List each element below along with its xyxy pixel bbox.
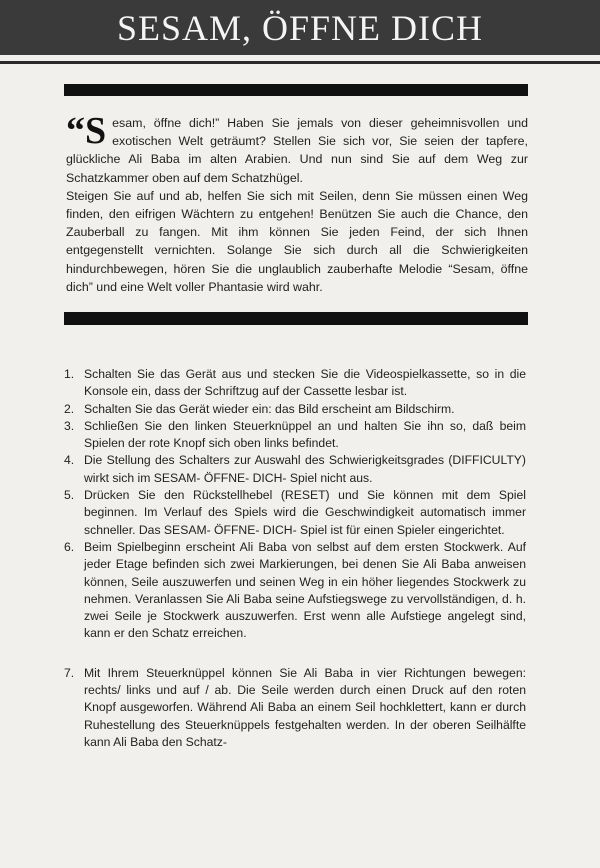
step-text: Beim Spielbeginn erscheint Ali Baba von selbst auf dem ersten Stockwerk. Auf jeder Etage befinden sich zwei Markierungen, bei denen Sie Ali Baba anweisen können, Seile auszuwerfen und seinen Weg in ein höher liegendes Stockwerk zu nehmen. Veranlassen Sie Ali Baba seine Aufstiegswege zu vervollständigen, d. h. zwei Seile je Stockwerk auszuwerfen. Erst wenn alle Aufstiege angelegt sind, kann er den Schatz erreichen. bbox=[84, 539, 526, 641]
step-text: Die Stellung des Schalters zur Auswahl des Schwierigkeitsgrades (DIFFICULTY) wirkt sich im SESAM- ÖFFNE- DICH- Spiel nicht aus. bbox=[84, 453, 526, 485]
page-header bbox=[0, 0, 600, 55]
step-number: 1. bbox=[64, 367, 75, 381]
drop-cap: “S bbox=[66, 110, 107, 152]
list-item bbox=[64, 452, 526, 487]
intro-paragraph-2: Steigen Sie auf und ab, helfen Sie sich mit Seilen, denn Sie müssen einen Weg finden, den eifrigen Wächtern zu entgehen! Benützen Sie auch die Chance, den Zauberball zu fangen. Mit ihm können Sie jeden Feind, der sich Ihnen entgegenstellt vernichten. Solange Sie sich durch all die Schwierigkeiten hindurchbewegen, hören Sie die unglaublich zauberhafte Melodie “Sesam, öffne dich” und eine Welt voller Phantasie wird wahr. bbox=[66, 188, 528, 294]
step-number: 3. bbox=[64, 418, 75, 433]
header-rule bbox=[0, 61, 600, 64]
list-item bbox=[64, 401, 526, 418]
step-number: 2. bbox=[64, 401, 75, 416]
instructions-list bbox=[64, 366, 526, 751]
divider-bar-middle bbox=[64, 312, 528, 325]
divider-bar-top bbox=[64, 84, 528, 96]
step-number: 7. bbox=[64, 665, 75, 680]
list-item bbox=[64, 665, 526, 751]
step-number: 6. bbox=[64, 539, 75, 554]
list-item bbox=[64, 539, 526, 643]
step-text: Schalten Sie das Gerät wieder ein: das Bild erscheint am Bildschirm. bbox=[84, 401, 455, 416]
step-number: 5. bbox=[64, 488, 75, 503]
step-text: Drücken Sie den Rückstellhebel (RESET) und Sie können mit dem Spiel beginnen. Im Verlauf des Spiels wird die Geschwindigkeit automatisch immer schneller. Das SESAM- ÖFFNE- DICH- Spiel ist für einen Spieler eingerichtet. bbox=[84, 488, 526, 537]
page-title: SESAM, ÖFFNE DICH bbox=[116, 7, 484, 48]
intro-text bbox=[66, 110, 528, 296]
step-text: Schalten Sie das Gerät aus und stecken Sie die Videospielkassette, so in die Konsole ein, dass der Schriftzug auf der Cassette lesbar ist. bbox=[84, 367, 526, 399]
step-number: 4. bbox=[64, 453, 75, 468]
list-item bbox=[64, 418, 526, 453]
list-item bbox=[64, 487, 526, 539]
intro-paragraph-1: esam, öffne dich!” Haben Sie jemals von dieser geheimnisvollen und exotischen Welt geträumt? Stellen Sie sich vor, Sie seien der tapfere, glückliche Ali Baba im alten Arabien. Und nun sind Sie auf dem Weg zur Schatzkammer oben auf dem Schatzhügel. bbox=[66, 116, 528, 185]
step-text: Schließen Sie den linken Steuerknüppel an und halten Sie ihn so, daß beim Spielen der rote Knopf sich oben links befindet. bbox=[84, 418, 526, 451]
list-item bbox=[64, 366, 526, 401]
step-text: Mit Ihrem Steuerknüppel können Sie Ali Baba in vier Richtungen bewegen: rechts/ links und auf / ab. Die Seile werden durch einen Druck auf den roten Knopf ausgeworfen. Während Ali Baba an einem Seil hochklettert, kann er durch Ruhestellung des Steuerknüppels festgehalten werden. In der oberen Seilhälfte kann Ali Baba den Schatz- bbox=[84, 665, 526, 749]
